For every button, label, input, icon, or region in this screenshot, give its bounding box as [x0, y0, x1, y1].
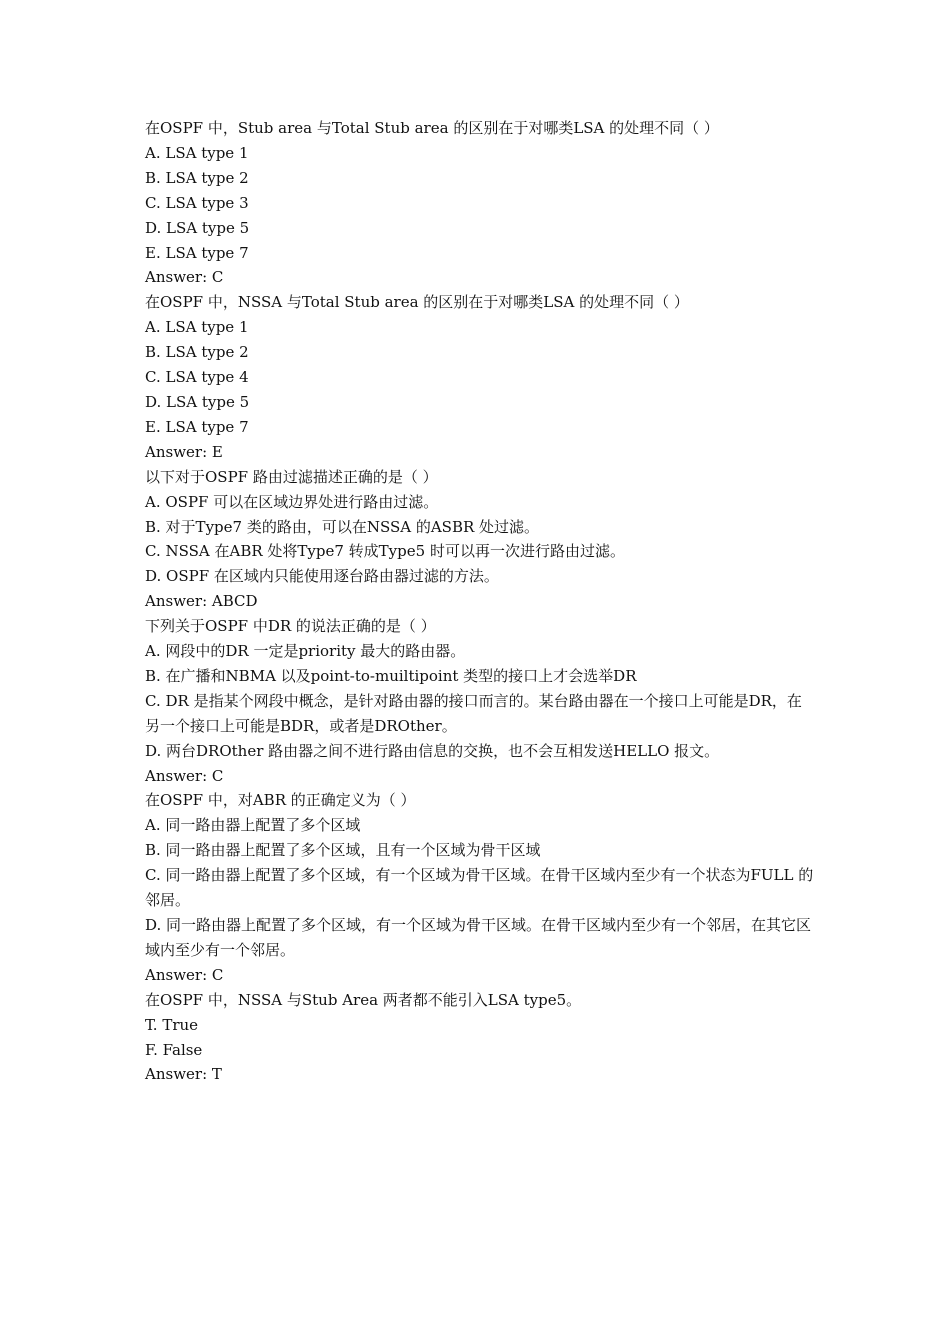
question-stem: 在OSPF 中，对ABR 的正确定义为（ ）	[145, 791, 416, 810]
option-c: C. DR 是指某个网段中概念，是针对路由器的接口而言的。某台路由器在一个接口上可能是DR，在另一个接口上可能是BDR，或者是DROther。	[145, 691, 802, 735]
option-d: D. LSA type 5	[145, 392, 250, 411]
answer: Answer: T	[145, 1065, 222, 1084]
question-2	[145, 290, 815, 464]
option-a: A. OSPF 可以在区域边界处进行路由过滤。	[145, 492, 439, 511]
option-b: B. LSA type 2	[145, 343, 249, 362]
answer: Answer: ABCD	[145, 592, 258, 611]
question-6	[145, 988, 815, 1088]
option-true: T. True	[145, 1015, 199, 1034]
option-d: D. OSPF 在区域内只能使用逐台路由器过滤的方法。	[145, 567, 499, 586]
option-a: A. 网段中的DR 一定是priority 最大的路由器。	[145, 642, 466, 661]
option-c: C. NSSA 在ABR 处将Type7 转成Type5 时可以再一次进行路由过滤。	[145, 542, 625, 561]
question-1	[145, 116, 815, 290]
option-e: E. LSA type 7	[145, 243, 249, 262]
question-stem: 下列关于OSPF 中DR 的说法正确的是（ ）	[145, 617, 436, 636]
question-stem: 在OSPF 中，Stub area 与Total Stub area 的区别在于对哪类LSA 的处理不同（ ）	[145, 119, 719, 137]
option-c: C. 同一路由器上配置了多个区域，有一个区域为骨干区域。在骨干区域内至少有一个状态为FULL 的邻居。	[145, 866, 814, 910]
question-stem: 在OSPF 中，NSSA 与Stub Area 两者都不能引入LSA type5。	[145, 990, 582, 1009]
option-a: A. 同一路由器上配置了多个区域	[145, 816, 361, 835]
option-b: B. 在广播和NBMA 以及point-to-muiltipoint 类型的接口上才会选举DR	[145, 666, 637, 685]
option-a: A. LSA type 1	[145, 318, 249, 337]
question-stem: 以下对于OSPF 路由过滤描述正确的是（ ）	[145, 467, 438, 486]
option-b: B. 同一路由器上配置了多个区域，且有一个区域为骨干区域	[145, 841, 541, 860]
option-c: C. LSA type 4	[145, 368, 249, 387]
answer: Answer: C	[145, 965, 224, 984]
answer: Answer: C	[145, 766, 224, 785]
question-stem: 在OSPF 中，NSSA 与Total Stub area 的区别在于对哪类LSA 的处理不同（ ）	[145, 293, 689, 312]
answer: Answer: C	[145, 268, 224, 287]
question-5	[145, 788, 815, 987]
option-a: A. LSA type 1	[145, 143, 249, 162]
question-list	[145, 116, 815, 1087]
question-3	[145, 465, 815, 614]
option-d: D. 两台DROther 路由器之间不进行路由信息的交换，也不会互相发送HELLO 报文。	[145, 741, 720, 760]
option-d: D. LSA type 5	[145, 218, 250, 237]
option-e: E. LSA type 7	[145, 417, 249, 436]
answer: Answer: E	[145, 442, 223, 461]
option-b: B. LSA type 2	[145, 168, 249, 187]
option-d: D. 同一路由器上配置了多个区域，有一个区域为骨干区域。在骨干区域内至少有一个邻居，在其它区域内至少有一个邻居。	[145, 916, 812, 959]
option-c: C. LSA type 3	[145, 193, 249, 212]
option-false: F. False	[145, 1040, 203, 1059]
option-b: B. 对于Type7 类的路由，可以在NSSA 的ASBR 处过滤。	[145, 517, 540, 536]
question-4	[145, 614, 815, 788]
